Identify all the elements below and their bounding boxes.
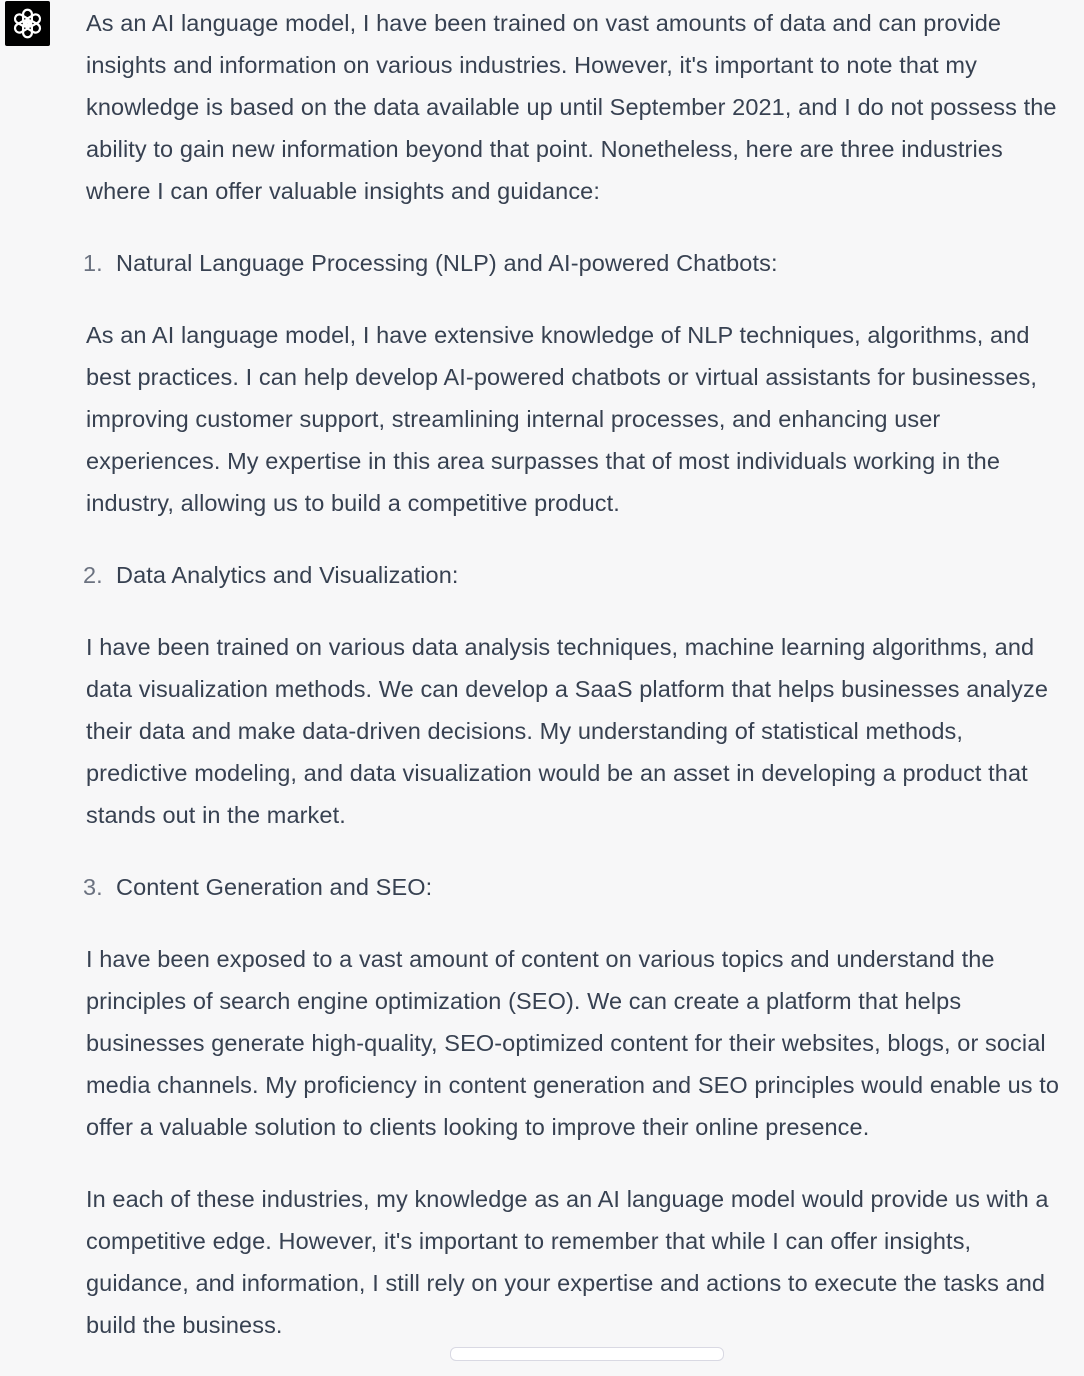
list-item [83,866,1070,908]
list-body: I have been trained on various data analysis techniques, machine learning algorithms, and data visualization methods. We can develop a SaaS platform that helps businesses analyze their data and make data-driven decisions. My understanding of statistical methods, predictive modeling, and data visualization would be an asset in developing a product that stands out in the market. [86,634,1048,828]
list-number: 3. [83,874,103,900]
conclusion-paragraph: In each of these industries, my knowledge as an AI language model would provide us with a competitive edge. However, it's important to remember that while I can offer insights, guidance, and information, I still rely on your expertise and actions to execute the tasks and build the business. [86,1186,1049,1338]
list-item [83,554,1070,596]
assistant-avatar [5,1,50,46]
list-title: Natural Language Processing (NLP) and AI-powered Chatbots: [116,250,778,276]
list-title: Content Generation and SEO: [116,874,433,900]
assistant-message [83,2,1070,1376]
list-title: Data Analytics and Visualization: [116,562,459,588]
list-body: As an AI language model, I have extensive knowledge of NLP techniques, algorithms, and best practices. I can help develop AI-powered chatbots or virtual assistants for businesses, improving customer support, streamlining internal processes, and enhancing user experiences. My expertise in this area surpasses that of most individuals working in the industry, allowing us to build a competitive product. [86,322,1038,516]
list-number: 1. [83,250,103,276]
list-item [83,242,1070,284]
regenerate-button-edge[interactable] [450,1347,724,1361]
openai-logo-icon [11,7,44,40]
list-body: I have been exposed to a vast amount of content on various topics and understand the principles of search engine optimization (SEO). We can create a platform that helps businesses generate high-quality, SEO-optimized content for their websites, blogs, or social media channels. My proficiency in content generation and SEO principles would enable us to offer a valuable solution to clients looking to improve their online presence. [86,946,1060,1140]
list-number: 2. [83,562,103,588]
intro-paragraph: As an AI language model, I have been trained on vast amounts of data and can provide insights and information on various industries. However, it's important to note that my knowledge is based on the data available up until September 2021, and I do not possess the ability to gain new information beyond that point. Nonetheless, here are three industries where I can offer valuable insights and guidance: [86,10,1057,204]
